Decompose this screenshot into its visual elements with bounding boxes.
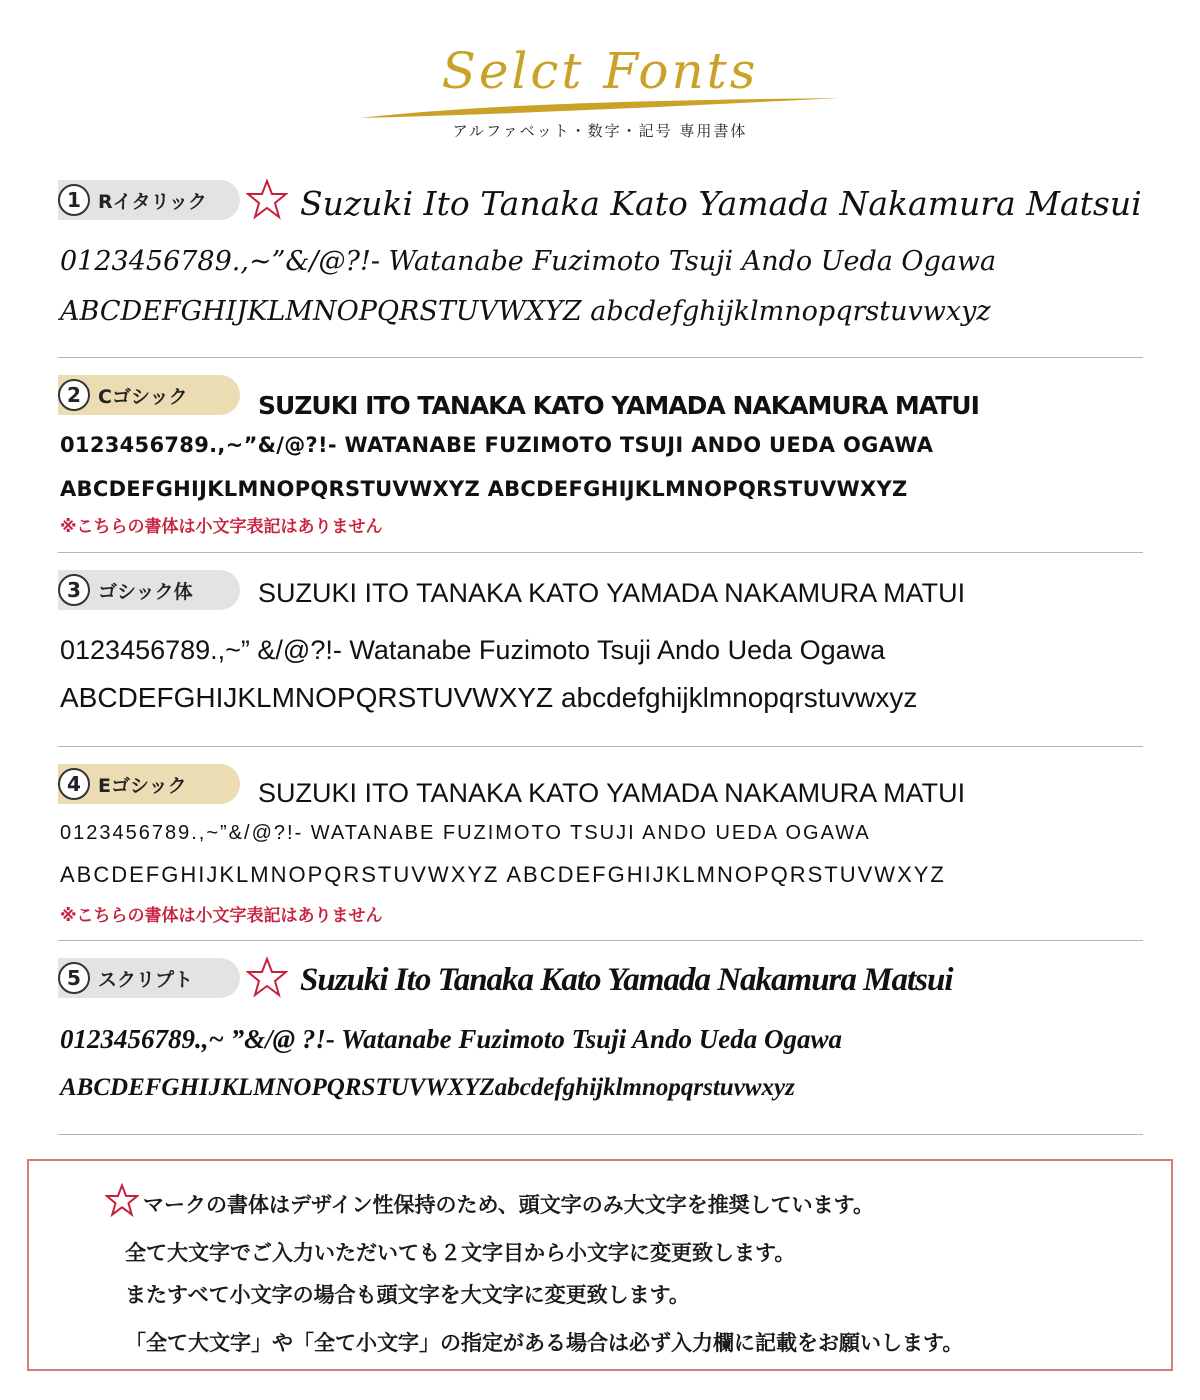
section-font-name: ゴシック体 bbox=[98, 580, 193, 603]
capitalization-notice bbox=[27, 1159, 1173, 1371]
sample-line-symbols: 0123456789.,~”&/@?!- WATANABE FUZIMOTO TSUJI ANDO UEDA OGAWA bbox=[60, 822, 871, 844]
star-mark-icon bbox=[246, 178, 288, 220]
section-number: 5 bbox=[58, 962, 90, 994]
star-mark-icon bbox=[105, 1183, 139, 1217]
section-divider bbox=[58, 746, 1143, 747]
notice-line: 全て大文字でご入力いただいても２文字目から小文字に変更致します。 bbox=[125, 1241, 796, 1265]
section-number: 3 bbox=[58, 574, 90, 606]
section-label bbox=[58, 180, 240, 220]
sample-line-symbols: 0123456789.,~ ”&/@ ?!- Watanabe Fuzimoto Tsuji Ando Ueda Ogawa bbox=[60, 1024, 842, 1054]
sample-line-names: SUZUKI ITO TANAKA KATO YAMADA NAKAMURA MATUI bbox=[258, 578, 966, 608]
page-subtitle: アルファベット・数字・記号 専用書体 bbox=[452, 122, 748, 140]
notice-line: 「全て大文字」や「全て小文字」の指定がある場合は必ず入力欄に記載をお願いします。 bbox=[125, 1331, 964, 1355]
section-label bbox=[58, 375, 240, 415]
section-divider bbox=[58, 357, 1143, 358]
page-title: Selct Fonts bbox=[441, 42, 759, 100]
star-mark-icon bbox=[246, 956, 288, 998]
sample-line-alphabet: ABCDEFGHIJKLMNOPQRSTUVWXYZ ABCDEFGHIJKLMNOPQRSTUVWXYZ bbox=[60, 862, 946, 887]
section-divider bbox=[58, 552, 1143, 553]
sample-line-names: SUZUKI ITO TANAKA KATO YAMADA NAKAMURA MATUI bbox=[258, 778, 966, 808]
sample-line-alphabet: ABCDEFGHIJKLMNOPQRSTUVWXYZ abcdefghijklmnopqrstuvwxyz bbox=[60, 682, 918, 713]
sample-line-names: Suzuki Ito Tanaka Kato Yamada Nakamura Matsui bbox=[300, 962, 953, 998]
section-font-name: Rイタリック bbox=[98, 190, 207, 213]
lowercase-note: ※こちらの書体は小文字表記はありません bbox=[60, 906, 383, 926]
section-number: 2 bbox=[58, 379, 90, 411]
section-font-name: Eゴシック bbox=[98, 774, 187, 797]
page-header bbox=[0, 0, 1200, 150]
notice-line: またすべて小文字の場合も頭文字を大文字に変更致します。 bbox=[125, 1283, 690, 1307]
sample-line-symbols: 0123456789.,~”&/@?!- WATANABE FUZIMOTO TSUJI ANDO UEDA OGAWA bbox=[60, 433, 934, 457]
section-divider bbox=[58, 1134, 1143, 1135]
sample-line-names: SUZUKI ITO TANAKA KATO YAMADA NAKAMURA MATUI bbox=[258, 391, 979, 420]
sample-line-symbols: 0123456789.,~” &/@?!- Watanabe Fuzimoto Tsuji Ando Ueda Ogawa bbox=[60, 635, 886, 665]
section-number: 4 bbox=[58, 768, 90, 800]
sample-line-symbols: 0123456789.,~”&/@?!- Watanabe Fuzimoto Tsuji Ando Ueda Ogawa bbox=[60, 246, 997, 277]
lowercase-note: ※こちらの書体は小文字表記はありません bbox=[60, 517, 383, 537]
sample-line-alphabet: ABCDEFGHIJKLMNOPQRSTUVWXYZabcdefghijklmnopqrstuvwxyz bbox=[60, 1074, 795, 1101]
section-divider bbox=[58, 940, 1143, 941]
section-font-name: スクリプト bbox=[98, 968, 194, 991]
sample-line-alphabet: ABCDEFGHIJKLMNOPQRSTUVWXYZ ABCDEFGHIJKLMNOPQRSTUVWXYZ bbox=[60, 477, 908, 501]
section-font-name: Cゴシック bbox=[98, 385, 188, 408]
section-label bbox=[58, 570, 240, 610]
sample-line-alphabet: ABCDEFGHIJKLMNOPQRSTUVWXYZ abcdefghijklmnopqrstuvwxyz bbox=[60, 296, 991, 327]
section-label bbox=[58, 764, 240, 804]
section-label bbox=[58, 958, 240, 998]
section-number: 1 bbox=[58, 184, 90, 216]
sample-line-names: Suzuki Ito Tanaka Kato Yamada Nakamura Matsui bbox=[300, 184, 1142, 223]
notice-line: マークの書体はデザイン性保持のため、頭文字のみ大文字を推奨しています。 bbox=[143, 1193, 875, 1217]
